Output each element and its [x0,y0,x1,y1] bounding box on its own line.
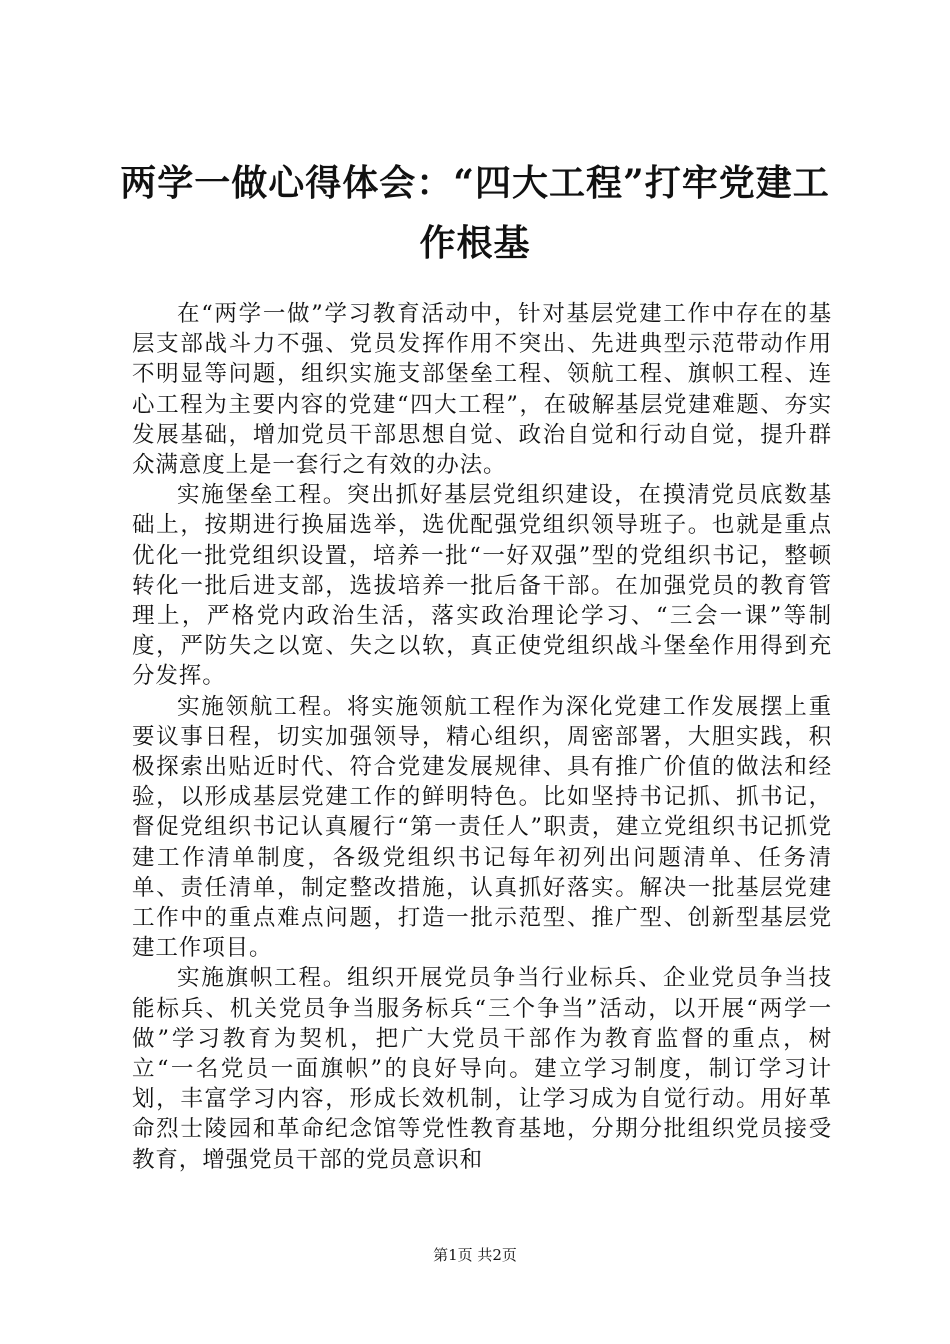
body-paragraph-pilot-project: 实施领航工程。将实施领航工程作为深化党建工作发展摆上重要议事日程，切实加强领导，精心组织，周密部署，大胆实践，积极探索出贴近时代、符合党建发展规律、具有推广价值的做法和经验，以形成基层党建工作的鲜明特色。比如坚持书记抓、抓书记，督促党组织书记认真履行“第一责任人”职责，建立党组织书记抓党建工作清单制度，各级党组织书记每年初列出问题清单、任务清单、责任清单，制定整改措施，认真抓好落实。解决一批基层党建工作中的重点难点问题，打造一批示范型、推广型、创新型基层党建工作项目。 [132,693,832,962]
body-paragraph-intro: 在“两学一做”学习教育活动中，针对基层党建工作中存在的基层支部战斗力不强、党员发挥作用不突出、先进典型示范带动作用不明显等问题，组织实施支部堡垒工程、领航工程、旗帜工程、连心工程为主要内容的党建“四大工程”，在破解基层党建难题、夯实发展基础，增加党员干部思想自觉、政治自觉和行动自觉，提升群众满意度上是一套行之有效的办法。 [132,301,832,479]
body-paragraph-banner-project: 实施旗帜工程。组织开展党员争当行业标兵、企业党员争当技能标兵、机关党员争当服务标兵“三个争当”活动，以开展“两学一做”学习教育为契机，把广大党员干部作为教育监督的重点，树立“一名党员一面旗帜”的良好导向。建立学习制度，制订学习计划，丰富学习内容，形成长效机制，让学习成为自觉行动。用好革命烈士陵园和革命纪念馆等党性教育基地，分期分批组织党员接受教育，增强党员干部的党员意识和 [132,965,832,1173]
document-title: 两学一做心得体会：“四大工程”打牢党建工作根基 [120,162,830,264]
body-paragraph-fortress-project: 实施堡垒工程。突出抓好基层党组织建设，在摸清党员底数基础上，按期进行换届选举，选优配强党组织领导班子。也就是重点优化一批党组织设置，培养一批“一好双强”型的党组织书记，整顿转化一批后进支部，选拔培养一批后备干部。在加强党员的教育管理上，严格党内政治生活，落实政治理论学习、“三会一课”等制度，严防失之以宽、失之以软，真正使党组织战斗堡垒作用得到充分发挥。 [132,482,832,690]
document-body [132,299,832,1175]
page-number-footer: 第1页 共2页 [433,1246,517,1264]
